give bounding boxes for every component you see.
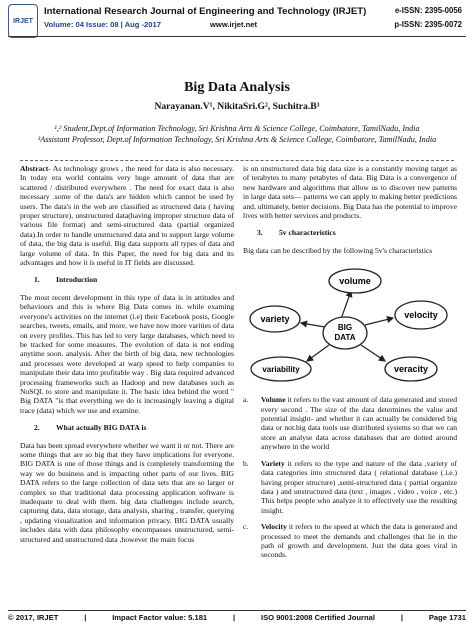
list-item-variety	[243, 459, 457, 515]
arrow-variety	[301, 323, 325, 327]
footer-divider	[8, 610, 466, 611]
label-variability: variability	[262, 365, 300, 375]
label-velocity: velocity	[404, 310, 438, 321]
introduction-text: The most recent development in this type of data is in attitudes and behaviours and this is where Big Data comes in. while examing everyone's activities on the internet (i.e) their Facebook posts, Google searches, tweets, emails, and more, we have now more varities of data on every profiles. This has led to very large databases, which need to be tracked for some measures. The evolution of data is not ending anytime soon. analysis. After the birth of big data, new technologies and processes were developed at warp speed to help companies to manipulate their data into profitable way . Big data required advanced processing frameworks such as Hadoop and new databases such as NoSQL to store and manipulate it. The basic idea behind the word " Big DATA "is that everything we do is increasingly leaving a digital trace (data) which we use and examine.	[20, 292, 234, 415]
section-heading-introduction	[34, 275, 234, 284]
header-divider	[8, 36, 466, 37]
list-description: it refers to the type and nature of the data ,variety of data categories into structured data ( relational database (.i.e.) having proper structure) ,semi-structured data ( partial organize data ) and unstructured data (text , images , video , voice , etc.) This helps people who analyze it to effectively use the resulting insight.	[261, 458, 457, 515]
arrow-veracity	[361, 345, 385, 361]
list-marker: c.	[243, 522, 249, 532]
list-text	[261, 395, 457, 451]
center-label-line2: DATA	[334, 333, 356, 343]
list-term: Variety	[261, 458, 285, 468]
arrow-volume	[341, 291, 351, 319]
page-footer	[8, 613, 466, 622]
list-text	[261, 459, 457, 515]
paper-title: Big Data Analysis	[184, 80, 290, 95]
e-issn: e-ISSN: 2395-0056	[394, 6, 462, 15]
footer-sep: |	[400, 613, 403, 622]
list-text	[261, 522, 457, 560]
list-marker: a.	[243, 395, 249, 405]
center-label-line1: BIG	[337, 323, 353, 333]
title-separator	[20, 160, 454, 162]
list-term: Velocity	[261, 522, 287, 532]
list-item-velocity	[243, 522, 457, 560]
p-issn: p-ISSN: 2395-0072	[394, 20, 462, 29]
arrow-velocity	[365, 318, 393, 325]
list-term: Volume	[261, 395, 286, 405]
list-marker: b.	[243, 458, 249, 468]
section-title: What actually BIG DATA is	[56, 423, 147, 433]
abstract-text: - As technology grows , the need for data is also necessary. In today era world contains very huge amount of data that are scattered / distributed everywhere . The need for exact data is also necessary .some of the data's are hidden which cannot be used by users. The data's in the web are classified as structured data ( having proper structure), unstructured data(having improper structure data of various file format) and semi-structured data (partial organized data).In order to handle unstructured data and to support large volume of data, the big data is useful. Big data supports all types of data and large volume of data. In this Paper, the need for big data and its advantages and how it is useful in IT fields are discussed.	[20, 164, 234, 268]
right-column	[243, 164, 457, 567]
5v-diagram	[243, 263, 457, 387]
5v-intro-text: Big data can be described by the following 5v's characteristics	[243, 245, 433, 255]
label-variety: variety	[260, 314, 290, 325]
abstract	[20, 164, 234, 267]
continued-text: is on unstructured data big data size is a constantly moving target as of terabytes to many petabytes of data. Big Data is a convergence of new hardware and algorithms that allow us to discover new patterns in large data sets— patterns we can apply to making better predictions and, ultimately, better decisions. Big Data has the potential to improve lives with better services and products.	[243, 164, 457, 221]
list-description: it refers to the vast amount of data generated and stored every second . The size of the data determines the value and potential insight- and whether it can actually be considered big data or not.big data tools use distributed systems so that we can store an analyse data across databases that are dotted around anywhere in the world	[261, 395, 457, 452]
section-title: 5v characteristics	[279, 228, 336, 238]
affiliation-2: ³Assistant Professor, Dept.of Information Technology, Sri Krishna Arts & Science College, Coimbatore, TamilNadu, India	[37, 135, 437, 144]
list-description: it refers to the speed at which the data is generated and processed to meet the demands and challenges that lie in the path of growth and development. Just the data goes viral in seconds.	[261, 522, 457, 560]
journal-logo: IRJET	[8, 4, 38, 38]
abstract-label: Abstract	[20, 164, 49, 173]
footer-page-number: Page 1731	[428, 613, 466, 622]
affiliation-1: ¹,² Student,Dept.of Information Technology, Sri Krishna Arts & Science College, Coimbatore, TamilNadu, India	[54, 124, 420, 133]
footer-copyright: © 2017, IRJET	[8, 613, 59, 622]
what-is-big-data-text: Data has been spread everywhere whether we want it or not. There are some things that are so big that they have implications for everyone. BIG DATA is one of those things and is completely transforming the way we do business and is impacting other parts of our lives. BIG DATA refers to the large collection of data sets that are so larger or complex so that traditional data processing application software is inadequate to deal with them. big data challenges include search, capturing data, data storage, data analysis, sharing , transfer, querying , updating visualization and information privacy. BIG DATA usually includes data with data philosophy encompasses unstructured, semi-structured and unstructured data ,however the main focus	[20, 440, 234, 544]
author-list: Narayanan.V¹, NikitaSri.G², Suchitra.B³	[154, 101, 320, 112]
volume-issue: Volume: 04 Issue: 08 | Aug -2017	[44, 20, 161, 29]
section-number: 3.	[257, 228, 263, 238]
list-item-volume	[243, 395, 457, 451]
footer-impact-factor: Impact Factor value: 5.181	[112, 613, 208, 622]
footer-sep: |	[84, 613, 87, 622]
journal-website[interactable]: www.irjet.net	[210, 20, 257, 29]
arrow-variability	[307, 345, 329, 361]
section-number: 1.	[34, 275, 40, 285]
journal-name: International Research Journal of Engineering and Technology (IRJET)	[44, 6, 367, 17]
label-veracity: veracity	[393, 364, 429, 375]
left-column	[20, 164, 234, 552]
section-heading-5v	[257, 228, 457, 237]
section-number: 2.	[34, 423, 40, 433]
footer-iso: ISO 9001:2008 Certified Journal	[261, 613, 375, 622]
section-heading-what-is-big-data	[34, 423, 234, 432]
label-volume: volume	[339, 276, 371, 287]
section-title: Introduction	[56, 275, 98, 285]
footer-sep: |	[233, 613, 236, 622]
